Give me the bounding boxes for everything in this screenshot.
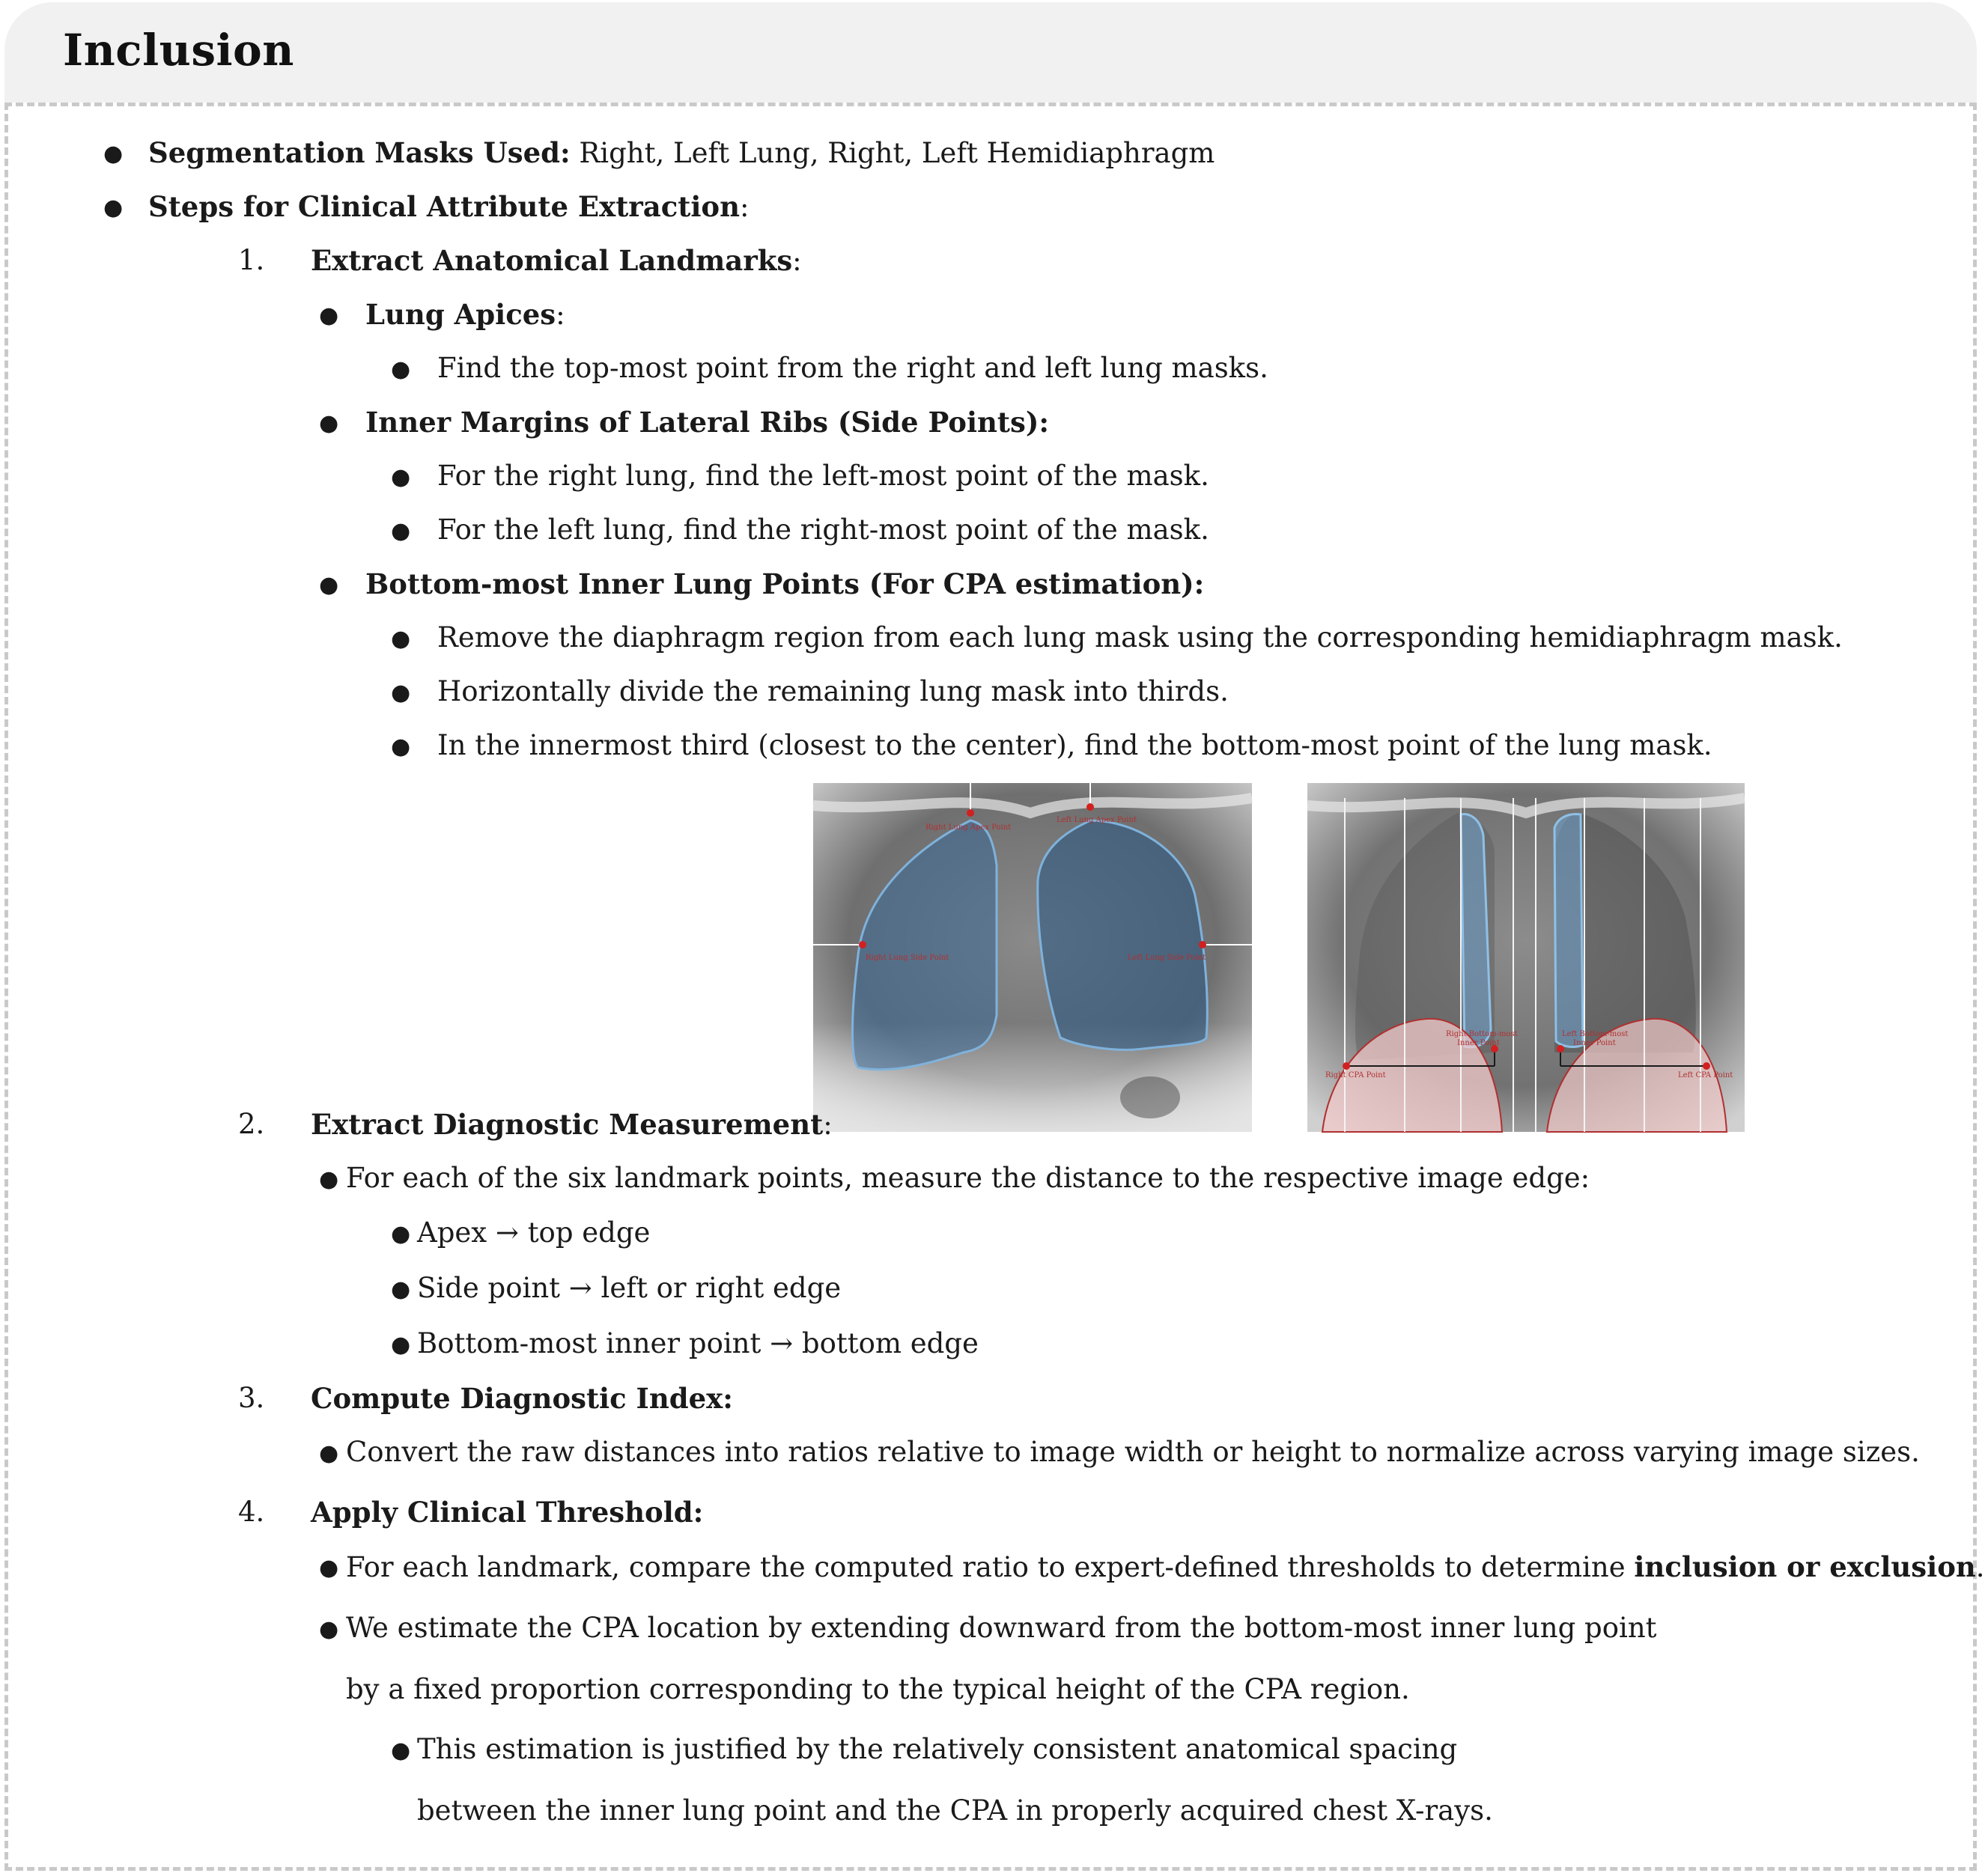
label-left-bottom-2: Inner Point (1573, 1039, 1616, 1047)
bullet-icon: ● (319, 302, 339, 329)
steps-header-label: Steps for Clinical Attribute Extraction (148, 190, 741, 223)
bullet-icon: ● (319, 1555, 339, 1581)
bullet-icon: ● (103, 141, 124, 167)
masks-label: Segmentation Masks Used: (148, 136, 571, 169)
card-title: Inclusion (63, 25, 294, 76)
bullet-icon: ● (391, 356, 411, 383)
label-right-bottom-1: Right Bottom-most (1446, 1030, 1518, 1038)
step4-number: 4. (238, 1496, 265, 1528)
step4-item2-line2: by a fixed proportion corresponding to the typical height of the CPA region. (346, 1673, 1410, 1705)
steps-header-suffix: : (740, 191, 750, 223)
label-right-side: Right Lung Side Point (866, 954, 949, 962)
step2-title (311, 1106, 833, 1143)
bullet-icon: ● (319, 410, 339, 436)
label-left-cpa: Left CPA Point (1678, 1071, 1733, 1079)
step3-number: 3. (238, 1382, 265, 1414)
step2-number: 2. (238, 1108, 265, 1140)
xray-left-svg (813, 783, 1252, 1132)
bullet-icon: ● (103, 195, 124, 221)
step1-title (311, 243, 802, 279)
step2-title-suffix: : (823, 1109, 833, 1141)
left-cpa-point (1703, 1062, 1710, 1070)
step2-intro: For each of the six landmark points, measure the distance to the respective image edge: (346, 1162, 1590, 1194)
step1-title-text: Extract Anatomical Landmarks (311, 244, 793, 277)
dashed-border-right (1973, 103, 1977, 1871)
bullet-icon: ● (391, 1332, 411, 1358)
bullet-icon: ● (319, 1166, 339, 1193)
bullet-icon: ● (319, 1616, 339, 1642)
step1-number: 1. (238, 244, 265, 276)
step4-item1-post: . (1975, 1551, 1985, 1583)
steps-header (148, 189, 749, 225)
xray-figure-apex-side (813, 783, 1252, 1132)
bottom-item: Horizontally divide the remaining lung mask into thirds. (437, 675, 1229, 707)
dashed-border-left (4, 103, 8, 1871)
label-right-apex: Right Lung Apex Point (925, 823, 1012, 832)
step2-item: Side point → left or right edge (417, 1272, 842, 1304)
bullet-icon: ● (391, 518, 411, 544)
dashed-border-top (4, 103, 1977, 106)
label-left-side: Left Lung Side Point (1128, 954, 1206, 962)
bullet-icon: ● (391, 1221, 411, 1247)
step4-title: Apply Clinical Threshold: (311, 1496, 704, 1529)
step1-title-suffix: : (792, 245, 802, 277)
masks-line (148, 135, 1215, 171)
bullet-icon: ● (391, 1276, 411, 1303)
bullet-icon: ● (391, 1738, 411, 1764)
right-apex-point (967, 809, 974, 817)
step2-title-text: Extract Diagnostic Measurement (311, 1108, 824, 1141)
label-right-bottom-2: Inner Point (1457, 1039, 1500, 1047)
bullet-icon: ● (319, 572, 339, 598)
left-inner-third (1554, 814, 1583, 1047)
apices-label-text: Lung Apices (365, 298, 556, 331)
step4-sub-line1: This estimation is justified by the relatively consistent anatomical spacing (417, 1733, 1458, 1765)
apices-label (365, 296, 565, 333)
xray-right-svg (1307, 783, 1745, 1132)
apices-label-suffix: : (556, 299, 565, 331)
bottom-label: Bottom-most Inner Lung Points (For CPA estimation): (365, 567, 1205, 600)
label-right-cpa: Right CPA Point (1325, 1071, 1386, 1079)
step4-item2-line1: We estimate the CPA location by extending downward from the bottom-most inner lung point (346, 1612, 1657, 1644)
step4-item1 (346, 1549, 1985, 1586)
left-apex-point (1086, 803, 1094, 811)
step4-item1-pre: For each landmark, compare the computed ratio to expert-defined thresholds to determine (346, 1551, 1635, 1583)
bullet-icon: ● (391, 680, 411, 706)
step3-title: Compute Diagnostic Index: (311, 1382, 733, 1415)
gastric-bubble (1120, 1076, 1180, 1118)
bottom-item: In the innermost third (closest to the center), find the bottom-most point of the lung mask. (437, 729, 1712, 761)
ribs-item: For the left lung, find the right-most point of the mask. (437, 514, 1209, 546)
bullet-icon: ● (391, 464, 411, 490)
ribs-item: For the right lung, find the left-most point of the mask. (437, 460, 1209, 492)
step2-item: Bottom-most inner point → bottom edge (417, 1327, 979, 1359)
step4-sub-line2: between the inner lung point and the CPA in properly acquired chest X-rays. (417, 1794, 1493, 1827)
left-side-point (1199, 941, 1206, 948)
bullet-icon: ● (391, 626, 411, 652)
left-bottom-inner-point (1557, 1045, 1564, 1053)
dashed-border-bottom (4, 1867, 1977, 1871)
right-side-point (859, 941, 866, 948)
bullet-icon: ● (391, 734, 411, 760)
apices-item: Find the top-most point from the right and left lung masks. (437, 352, 1268, 384)
bullet-icon: ● (319, 1440, 339, 1467)
masks-value: Right, Left Lung, Right, Left Hemidiaphragm (570, 137, 1215, 169)
label-left-bottom-1: Left Bottom-most (1562, 1030, 1629, 1038)
label-left-apex: Left Lung Apex Point (1057, 816, 1137, 824)
bottom-item: Remove the diaphragm region from each lung mask using the corresponding hemidiaphragm mask. (437, 621, 1843, 654)
ribs-label: Inner Margins of Lateral Ribs (Side Points): (365, 406, 1050, 439)
step4-item1-bold: inclusion or exclusion (1634, 1550, 1976, 1583)
card-header (4, 2, 1977, 103)
step3-item: Convert the raw distances into ratios relative to image width or height to normalize across varying image sizes. (346, 1436, 1920, 1468)
xray-figure-cpa (1307, 783, 1745, 1132)
step2-item: Apex → top edge (417, 1216, 651, 1249)
right-cpa-point (1343, 1062, 1350, 1070)
